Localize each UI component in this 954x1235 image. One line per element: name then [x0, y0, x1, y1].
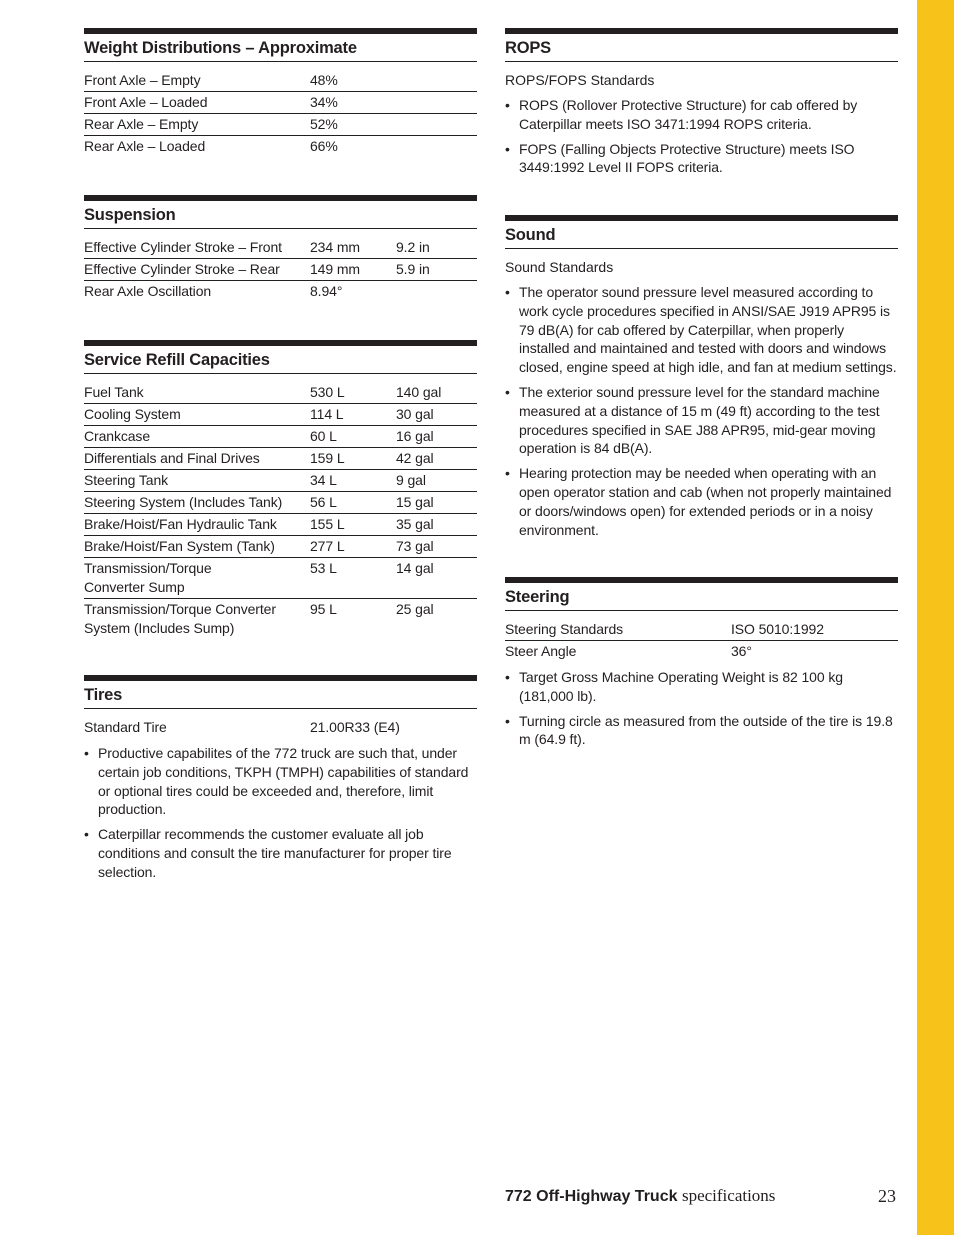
spec-row — [84, 136, 477, 157]
spec-row — [84, 382, 477, 404]
bullet-icon: • — [505, 140, 510, 157]
spec-row — [84, 259, 477, 281]
bullet-item — [505, 140, 898, 178]
bullet-item — [505, 283, 898, 377]
spec-label: Crankcase — [84, 428, 151, 444]
spec-value: 52% — [310, 116, 338, 132]
footer-title: 772 Off-Highway Truck — [505, 1188, 678, 1205]
spec-label: Rear Axle – Loaded — [84, 138, 206, 154]
bullet-text: ROPS (Rollover Protective Structure) for cab offered by Caterpillar meets ISO 3471:1994 ROPS criteria. — [519, 97, 858, 132]
spec-row — [505, 619, 898, 641]
spec-value-imperial — [396, 137, 477, 156]
spec-row — [505, 641, 898, 662]
spec-value-imperial: 9.2 in — [396, 239, 430, 255]
spec-value-imperial: 16 gal — [396, 428, 434, 444]
spec-row — [84, 558, 477, 599]
bullet-item — [505, 383, 898, 458]
spec-value-imperial: 9 gal — [396, 472, 426, 488]
bullet-text: The operator sound pressure level measured according to work cycle procedures specified in ANSI/SAE J919 APR95 is 79 dB(A) for cab offered by Caterpillar, when properly installed and maintained and tested with doors and windows closed, engine speed at high idle, and fan at medium settings. — [519, 284, 897, 376]
bullet-icon: • — [505, 465, 510, 482]
spec-row — [84, 599, 477, 639]
spec-value: 48% — [310, 72, 338, 88]
spec-value: 36° — [731, 643, 752, 659]
spec-value-imperial: 30 gal — [396, 406, 434, 422]
spec-row — [84, 92, 477, 114]
spec-label: Transmission/Torque Converter Sump — [84, 560, 212, 595]
spec-table — [84, 382, 477, 639]
spec-label: Steering Tank — [84, 472, 169, 488]
standards-label: ROPS/FOPS Standards — [505, 72, 655, 88]
spec-label: Rear Axle Oscillation — [84, 283, 212, 299]
spec-row — [84, 536, 477, 558]
spec-label: Steering System (Includes Tank) — [84, 494, 283, 510]
section-title: Steering — [505, 577, 898, 611]
spec-value: ISO 5010:1992 — [731, 621, 824, 637]
footer-subtitle: specifications — [681, 1186, 776, 1205]
bullet-text: Turning circle as measured from the outside of the tire is 19.8 m (64.9 ft). — [519, 712, 893, 748]
bullet-text: Productive capabilites of the 772 truck are such that, under certain job conditions, TKPH (TMPH) capabilities of standard or optional tires could be exceeded and, therefore, limit production. — [98, 745, 469, 818]
page-footer — [505, 1186, 898, 1206]
spec-value-imperial: 25 gal — [396, 601, 434, 617]
spec-label: Brake/Hoist/Fan System (Tank) — [84, 538, 275, 554]
spec-label: Steer Angle — [505, 643, 577, 659]
spec-value-imperial: 35 gal — [396, 516, 434, 532]
spec-row — [84, 114, 477, 136]
suspension-section — [84, 195, 477, 302]
bullet-text: FOPS (Falling Objects Protective Structure) meets ISO 3449:1992 Level II FOPS criteria. — [519, 140, 855, 176]
bullet-item — [505, 668, 898, 706]
bullet-text: Target Gross Machine Operating Weight is 82 100 kg (181,000 lb). — [519, 669, 843, 704]
spec-value: 234 mm — [310, 239, 360, 255]
bullet-text: Hearing protection may be needed when operating with an open operator station and cab (when not properly maintained or doors/windows open) for extended periods or in a noisy environment. — [519, 465, 892, 538]
spec-label: Front Axle – Loaded — [84, 94, 208, 110]
sound-section — [505, 215, 898, 539]
spec-value: 95 L — [310, 601, 337, 617]
bullet-icon: • — [505, 712, 510, 729]
bullet-item — [84, 825, 477, 881]
spec-value: 149 mm — [310, 261, 360, 277]
rops-section — [505, 28, 898, 177]
spec-value: 21.00R33 (E4) — [310, 719, 400, 735]
bullet-icon: • — [505, 383, 510, 400]
spec-value: 159 L — [310, 450, 345, 466]
spec-value-imperial: 42 gal — [396, 450, 434, 466]
bullet-item — [505, 712, 898, 750]
section-title: Weight Distributions – Approximate — [84, 28, 477, 62]
spec-value: 277 L — [310, 538, 345, 554]
bullet-text: The exterior sound pressure level for the standard machine measured at a distance of 15 m (49 ft) according to the test procedures specified in SAE J88 APR95, mid-gear moving operation is 84 dB(A). — [519, 383, 880, 457]
spec-label: Cooling System — [84, 406, 181, 422]
spec-value-imperial: 14 gal — [396, 560, 434, 576]
spec-row — [84, 70, 477, 92]
spec-value: 66% — [310, 138, 338, 154]
spec-label: Effective Cylinder Stroke – Rear — [84, 261, 280, 277]
bullet-list — [505, 96, 898, 177]
standards-label: Sound Standards — [505, 259, 614, 275]
spec-row — [84, 492, 477, 514]
bullet-icon: • — [505, 669, 510, 685]
bullet-item — [505, 464, 898, 539]
spec-label: Brake/Hoist/Fan Hydraulic Tank — [84, 516, 277, 532]
spec-label: Differentials and Final Drives — [84, 450, 260, 466]
spec-value-imperial: 140 gal — [396, 384, 442, 400]
spec-row — [84, 237, 477, 259]
spec-value-imperial: 73 gal — [396, 538, 434, 554]
spec-value-imperial: 5.9 in — [396, 261, 430, 277]
spec-label: Standard Tire — [84, 719, 167, 735]
spec-table — [84, 237, 477, 302]
section-title: Sound — [505, 215, 898, 249]
spec-label: Front Axle – Empty — [84, 72, 201, 88]
bullet-item — [84, 744, 477, 819]
spec-row — [84, 448, 477, 470]
spec-value: 155 L — [310, 516, 345, 532]
spec-row — [84, 404, 477, 426]
steering-section — [505, 577, 898, 749]
spec-label: Rear Axle – Empty — [84, 116, 199, 132]
page-number: 23 — [878, 1186, 896, 1206]
spec-value-imperial — [396, 282, 477, 301]
bullet-list — [84, 744, 477, 882]
spec-value: 60 L — [310, 428, 337, 444]
spec-label: Steering Standards — [505, 621, 624, 637]
spec-row — [84, 470, 477, 492]
spec-value: 34% — [310, 94, 338, 110]
side-accent-bar — [917, 0, 954, 1235]
section-title: ROPS — [505, 28, 898, 62]
spec-value-imperial — [396, 93, 477, 112]
spec-row — [84, 514, 477, 536]
bullet-item — [505, 96, 898, 134]
spec-label: Transmission/Torque Converter System (Includes Sump) — [84, 601, 276, 636]
weight-distributions-section — [84, 28, 477, 157]
section-title: Tires — [84, 675, 477, 709]
spec-value: 34 L — [310, 472, 337, 488]
bullet-icon: • — [505, 97, 510, 113]
spec-label: Fuel Tank — [84, 384, 144, 400]
bullet-list — [505, 283, 898, 539]
spec-table — [505, 619, 898, 662]
spec-value-imperial — [396, 115, 477, 134]
spec-value-imperial: 15 gal — [396, 494, 434, 510]
service-refill-section — [84, 340, 477, 639]
spec-value: 114 L — [310, 406, 344, 422]
bullet-text: Caterpillar recommends the customer evaluate all job conditions and consult the tire manufacturer for proper tire selection. — [98, 826, 452, 880]
spec-value: 8.94° — [310, 283, 343, 299]
bullet-icon: • — [505, 284, 510, 300]
bullet-icon: • — [84, 826, 89, 843]
bullet-list — [505, 668, 898, 749]
spec-row — [84, 717, 477, 738]
spec-table — [84, 70, 477, 157]
spec-value: 56 L — [310, 494, 337, 510]
spec-row — [84, 281, 477, 302]
spec-value: 53 L — [310, 560, 337, 576]
tires-section — [84, 675, 477, 882]
section-title: Service Refill Capacities — [84, 340, 477, 374]
spec-value-imperial — [396, 71, 477, 90]
bullet-icon: • — [84, 745, 89, 761]
section-title: Suspension — [84, 195, 477, 229]
spec-row — [84, 426, 477, 448]
spec-value: 530 L — [310, 384, 345, 400]
spec-label: Effective Cylinder Stroke – Front — [84, 239, 282, 255]
